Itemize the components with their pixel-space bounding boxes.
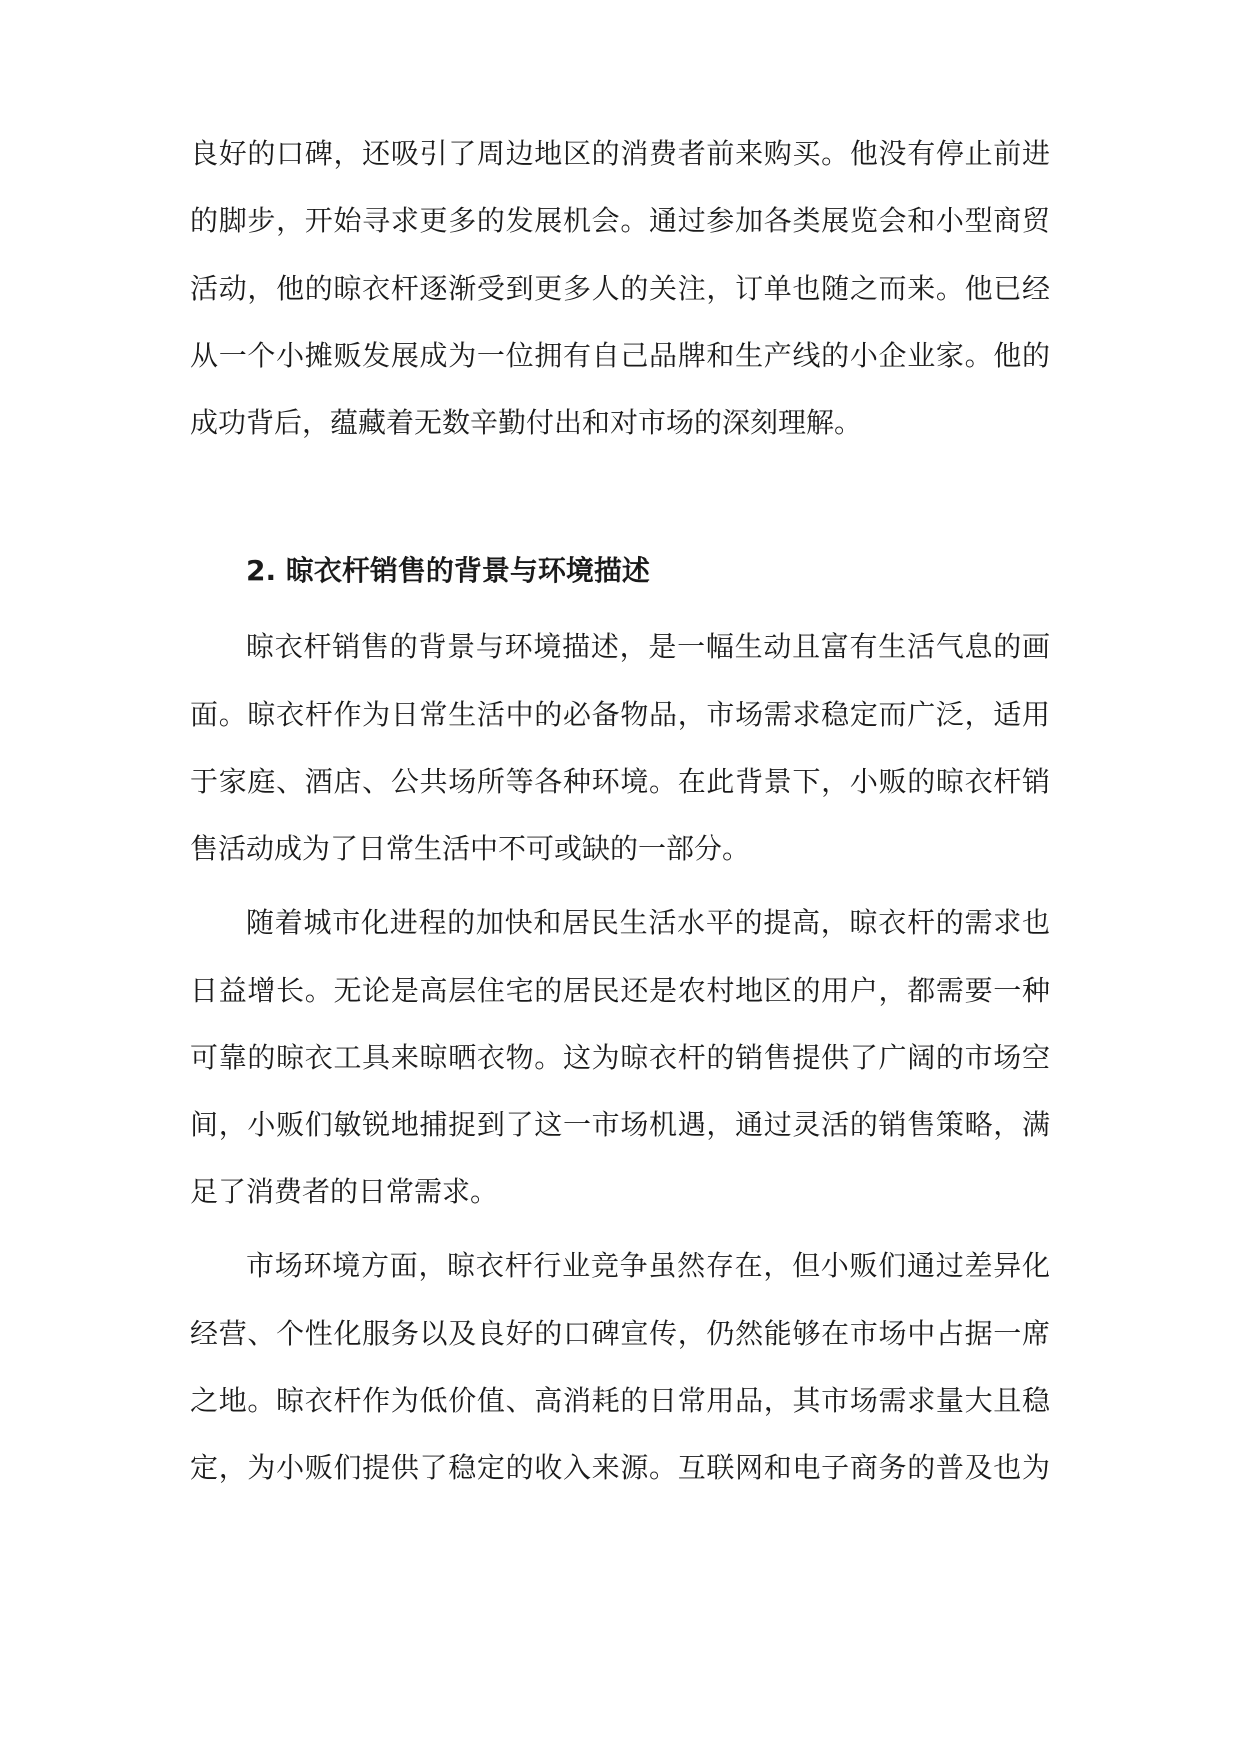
text-line: 良好的口碑，还吸引了周边地区的消费者前来购买。他没有停止前进 xyxy=(190,137,1050,170)
text-line: 市场环境方面，晾衣杆行业竞争虽然存在，但小贩们通过差异化 xyxy=(246,1249,1050,1282)
text-line: 成功背后，蕴藏着无数辛勤付出和对市场的深刻理解。 xyxy=(190,406,863,439)
section-heading: 2. 晾衣杆销售的背景与环境描述 xyxy=(246,554,650,587)
text-line: 定，为小贩们提供了稳定的收入来源。互联网和电子商务的普及也为 xyxy=(190,1451,1050,1484)
text-line: 活动，他的晾衣杆逐渐受到更多人的关注，订单也随之而来。他已经 xyxy=(190,272,1050,305)
text-line: 之地。晾衣杆作为低价值、高消耗的日常用品，其市场需求量大且稳 xyxy=(190,1384,1050,1417)
text-line: 足了消费者的日常需求。 xyxy=(190,1175,499,1208)
text-line: 经营、个性化服务以及良好的口碑宣传，仍然能够在市场中占据一席 xyxy=(190,1317,1050,1350)
text-line: 日益增长。无论是高层住宅的居民还是农村地区的用户，都需要一种 xyxy=(190,974,1050,1007)
text-line: 间，小贩们敏锐地捕捉到了这一市场机遇，通过灵活的销售策略，满 xyxy=(190,1108,1050,1141)
text-line: 于家庭、酒店、公共场所等各种环境。在此背景下，小贩的晾衣杆销 xyxy=(190,765,1050,798)
text-line: 晾衣杆销售的背景与环境描述，是一幅生动且富有生活气息的画 xyxy=(246,630,1050,663)
text-line: 可靠的晾衣工具来晾晒衣物。这为晾衣杆的销售提供了广阔的市场空 xyxy=(190,1041,1050,1074)
text-line: 售活动成为了日常生活中不可或缺的一部分。 xyxy=(190,832,751,865)
text-line: 随着城市化进程的加快和居民生活水平的提高，晾衣杆的需求也 xyxy=(246,906,1050,939)
text-line: 面。晾衣杆作为日常生活中的必备物品，市场需求稳定而广泛，适用 xyxy=(190,698,1050,731)
text-line: 的脚步，开始寻求更多的发展机会。通过参加各类展览会和小型商贸 xyxy=(190,204,1050,237)
text-line: 从一个小摊贩发展成为一位拥有自己品牌和生产线的小企业家。他的 xyxy=(190,339,1050,372)
